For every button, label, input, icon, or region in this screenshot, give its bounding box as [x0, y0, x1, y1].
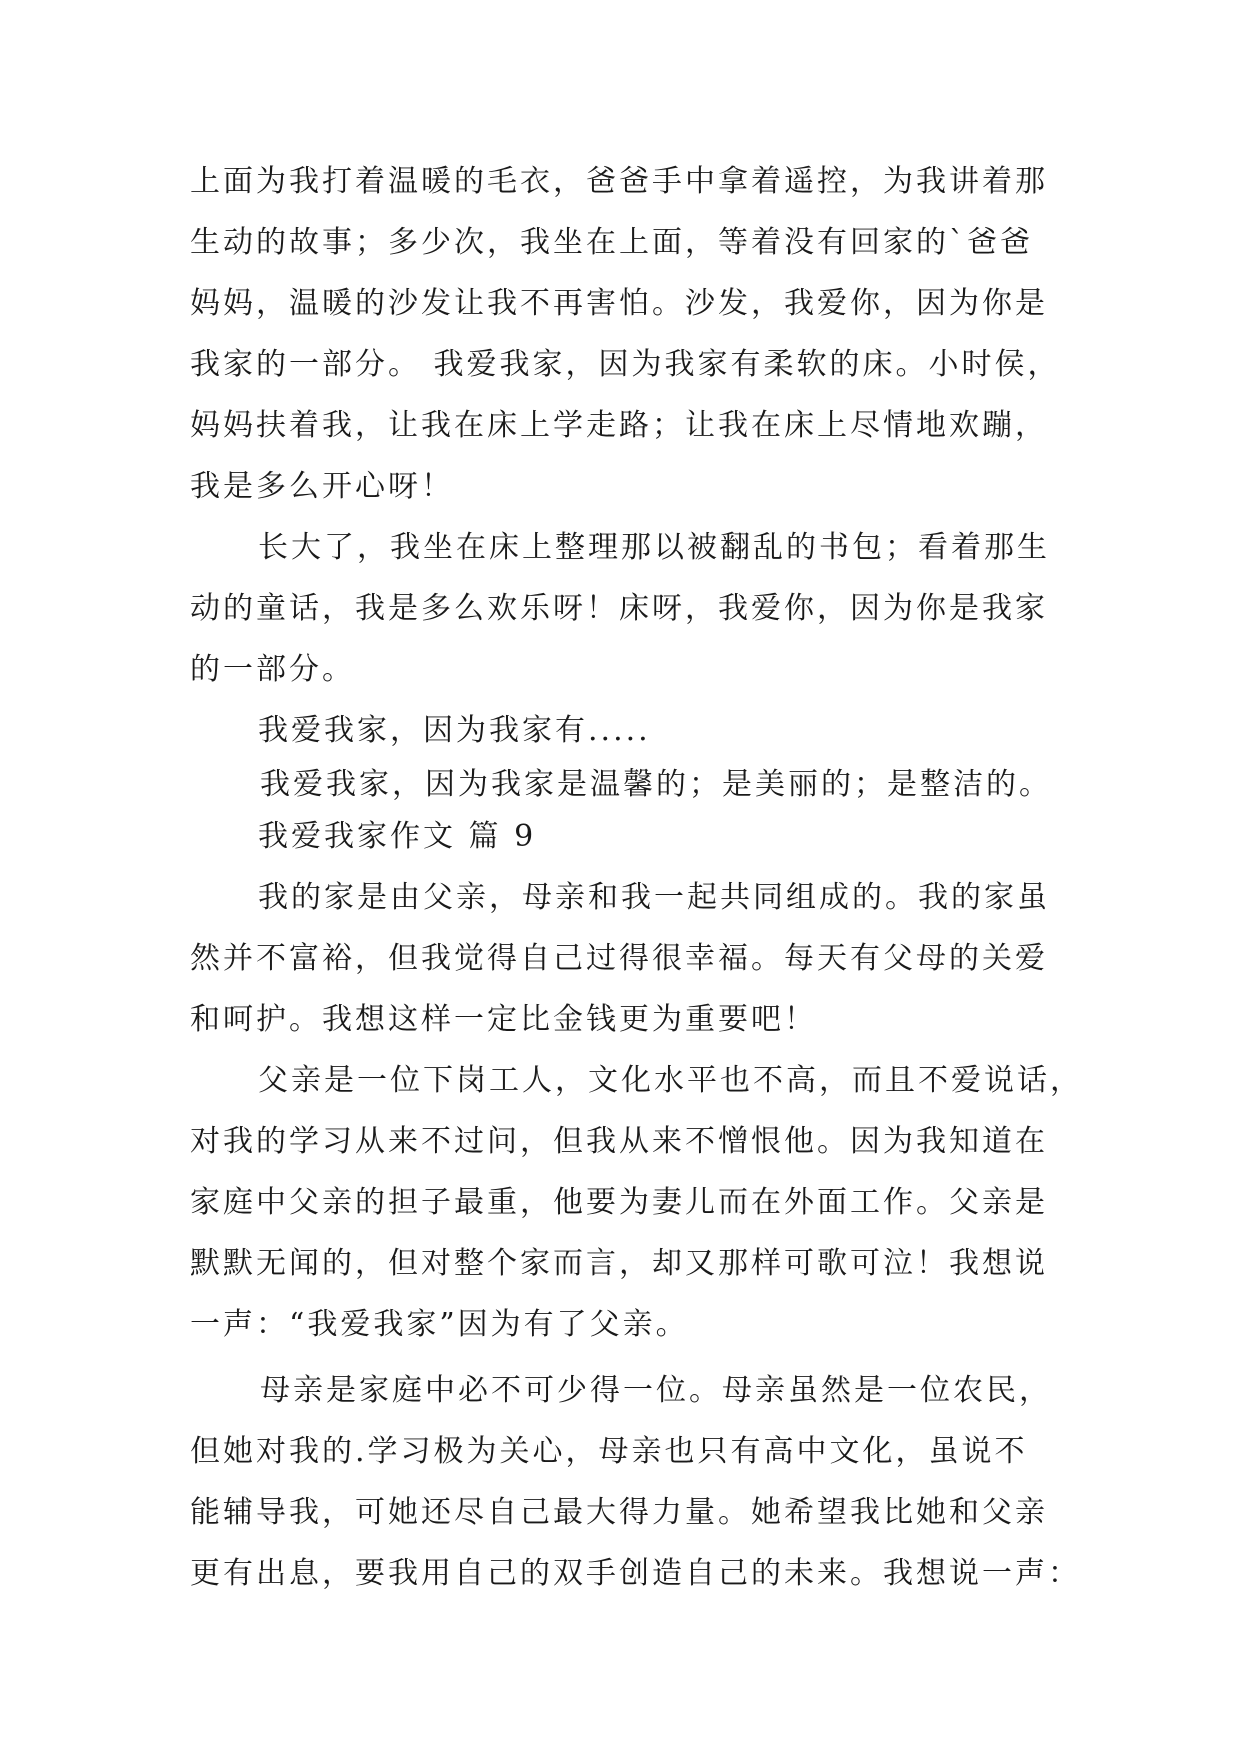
- text-line: 和呵护。我想这样一定比金钱更为重要吧！: [190, 1002, 817, 1037]
- text-line: 但她对我的.学习极为关心，母亲也只有高中文化，虽说不: [190, 1434, 1028, 1469]
- text-line: 妈妈，温暖的沙发让我不再害怕。沙发，我爱你，因为你是: [190, 286, 1048, 321]
- text-line: 我家的一部分。 我爱我家，因为我家有柔软的床。小时侯，: [190, 347, 1061, 382]
- paragraph-first-line: 母亲是家庭中必不可少得一位。母亲虽然是一位农民，: [260, 1373, 1052, 1408]
- paragraph-first-line: 我爱我家，因为我家有.....: [258, 713, 651, 748]
- paragraph-first-line: 父亲是一位下岗工人，文化水平也不高，而且不爱说话，: [258, 1063, 1083, 1098]
- paragraph-first-line: 我爱我家，因为我家是温馨的；是美丽的；是整洁的。: [260, 767, 1052, 802]
- text-line: 能辅导我，可她还尽自己最大得力量。她希望我比她和父亲: [190, 1495, 1048, 1530]
- text-line: 的一部分。: [190, 652, 355, 687]
- text-line: 一声：“我爱我家”因为有了父亲。: [190, 1307, 689, 1342]
- text-line: 我是多么开心呀！: [190, 469, 454, 504]
- text-line: 然并不富裕，但我觉得自己过得很幸福。每天有父母的关爱: [190, 941, 1048, 976]
- paragraph-first-line: 我的家是由父亲，母亲和我一起共同组成的。我的家虽: [258, 880, 1050, 915]
- paragraph-first-line: 长大了，我坐在床上整理那以被翻乱的书包；看着那生: [258, 530, 1050, 565]
- text-line: 对我的学习从来不过问，但我从来不憎恨他。因为我知道在: [190, 1124, 1048, 1159]
- text-line: 家庭中父亲的担子最重，他要为妻儿而在外面工作。父亲是: [190, 1185, 1048, 1220]
- text-line: 妈妈扶着我，让我在床上学走路；让我在床上尽情地欢蹦，: [190, 408, 1048, 443]
- section-heading: 我爱我家作文 篇 9: [258, 819, 537, 854]
- text-line: 默默无闻的，但对整个家而言，却又那样可歌可泣！我想说: [190, 1246, 1048, 1281]
- text-line: 上面为我打着温暖的毛衣，爸爸手中拿着遥控，为我讲着那: [190, 164, 1048, 199]
- text-line: 更有出息，要我用自己的双手创造自己的未来。我想说一声：: [190, 1556, 1081, 1591]
- text-line: 生动的故事；多少次，我坐在上面，等着没有回家的`爸爸: [190, 225, 1033, 260]
- text-line: 动的童话，我是多么欢乐呀！床呀，我爱你，因为你是我家: [190, 591, 1048, 626]
